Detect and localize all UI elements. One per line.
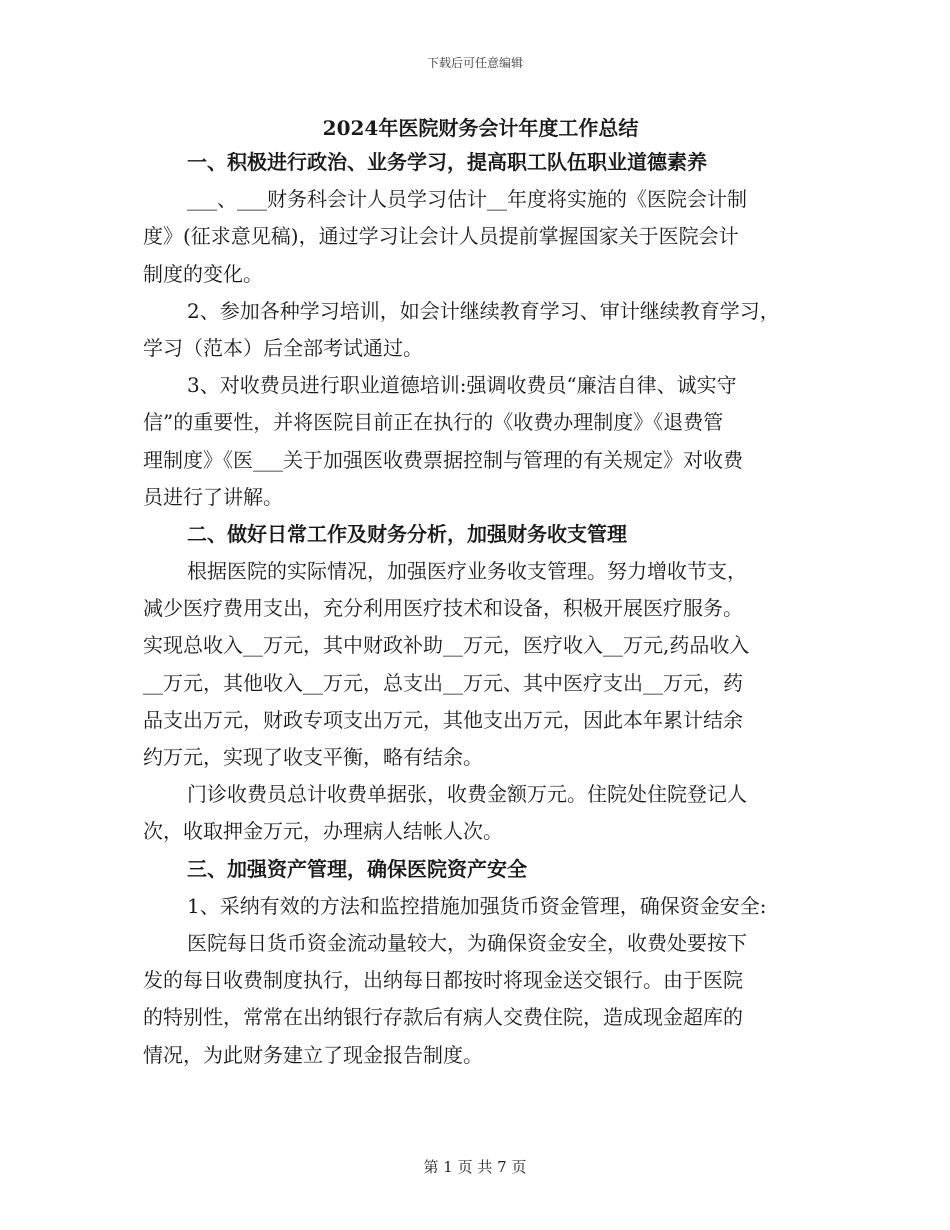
section-heading-2: 二、做好日常工作及财务分析，加强财务收支管理 xyxy=(187,521,627,546)
section-heading-3: 三、加强资产管理，确保医院资产安全 xyxy=(187,856,527,881)
paragraph-line: 约万元，实现了收支平衡，略有结余。 xyxy=(143,745,483,769)
page-header-note: 下载后可任意编辑 xyxy=(426,56,523,70)
paragraph-line: 次，收取押金万元，办理病人结帐人次。 xyxy=(143,819,503,844)
paragraph-line: 员进行了讲解。 xyxy=(143,484,283,509)
paragraph-line: 学习（范本）后全部考试通过。 xyxy=(143,335,423,360)
document-title: 2024年医院财务会计年度工作总结 xyxy=(322,116,639,140)
section-heading-1: 一、积极进行政治、业务学习，提高职工队伍职业道德素养 xyxy=(187,150,707,174)
page-footer-pagination: 第 1 页 共 7 页 xyxy=(423,1158,527,1176)
paragraph-line: 3、对收费员进行职业道德培训:强调收费员“廉洁自律、诚实守 xyxy=(187,373,737,398)
paragraph-line: 医院每日货币资金流动量较大，为确保资金安全，收费处要按下 xyxy=(187,930,747,955)
paragraph-line: 发的每日收费制度执行，出纳每日都按时将现金送交银行。由于医院 xyxy=(143,968,743,993)
paragraph-line: 1、采纳有效的方法和监控措施加强货币资金管理，确保资金安全: xyxy=(187,893,767,918)
paragraph-line: 信”的重要性，并将医院目前正在执行的《收费办理制度》《退费管 xyxy=(143,410,724,435)
paragraph-line: 实现总收入__万元，其中财政补助__万元，医疗收入__万元,药品收入 xyxy=(143,633,750,658)
paragraph-line: 制度的变化。 xyxy=(143,261,263,286)
paragraph-line: __万元，其他收入__万元，总支出__万元、其中医疗支出__万元，药 xyxy=(143,670,743,695)
paragraph-line: 2、参加各种学习培训，如会计继续教育学习、审计继续教育学习， xyxy=(187,298,780,323)
paragraph-line: 品支出万元，财政专项支出万元，其他支出万元，因此本年累计结余 xyxy=(143,707,743,732)
paragraph-line: 度》(征求意见稿)，通过学习让会计人员提前掌握国家关于医院会计 xyxy=(143,224,739,249)
paragraph-line: 理制度》《医___关于加强医收费票据控制与管理的有关规定》对收费 xyxy=(143,447,743,472)
paragraph-line: 的特别性，常常在出纳银行存款后有病人交费住院，造成现金超库的 xyxy=(143,1005,743,1030)
paragraph-line: ___、___财务科会计人员学习估计__年度将实施的《医院会计制 xyxy=(187,187,747,212)
document-body xyxy=(143,112,818,1074)
paragraph-line: 根据医院的实际情况，加强医疗业务收支管理。努力增收节支， xyxy=(187,559,747,584)
document-lines xyxy=(143,144,818,1074)
paragraph-line: 减少医疗费用支出，充分利用医疗技术和设备，积极开展医疗服务。 xyxy=(143,596,743,621)
paragraph-line: 情况，为此财务建立了现金报告制度。 xyxy=(143,1042,483,1067)
paragraph-line: 门诊收费员总计收费单据张，收费金额万元。住院处住院登记人 xyxy=(187,782,747,807)
